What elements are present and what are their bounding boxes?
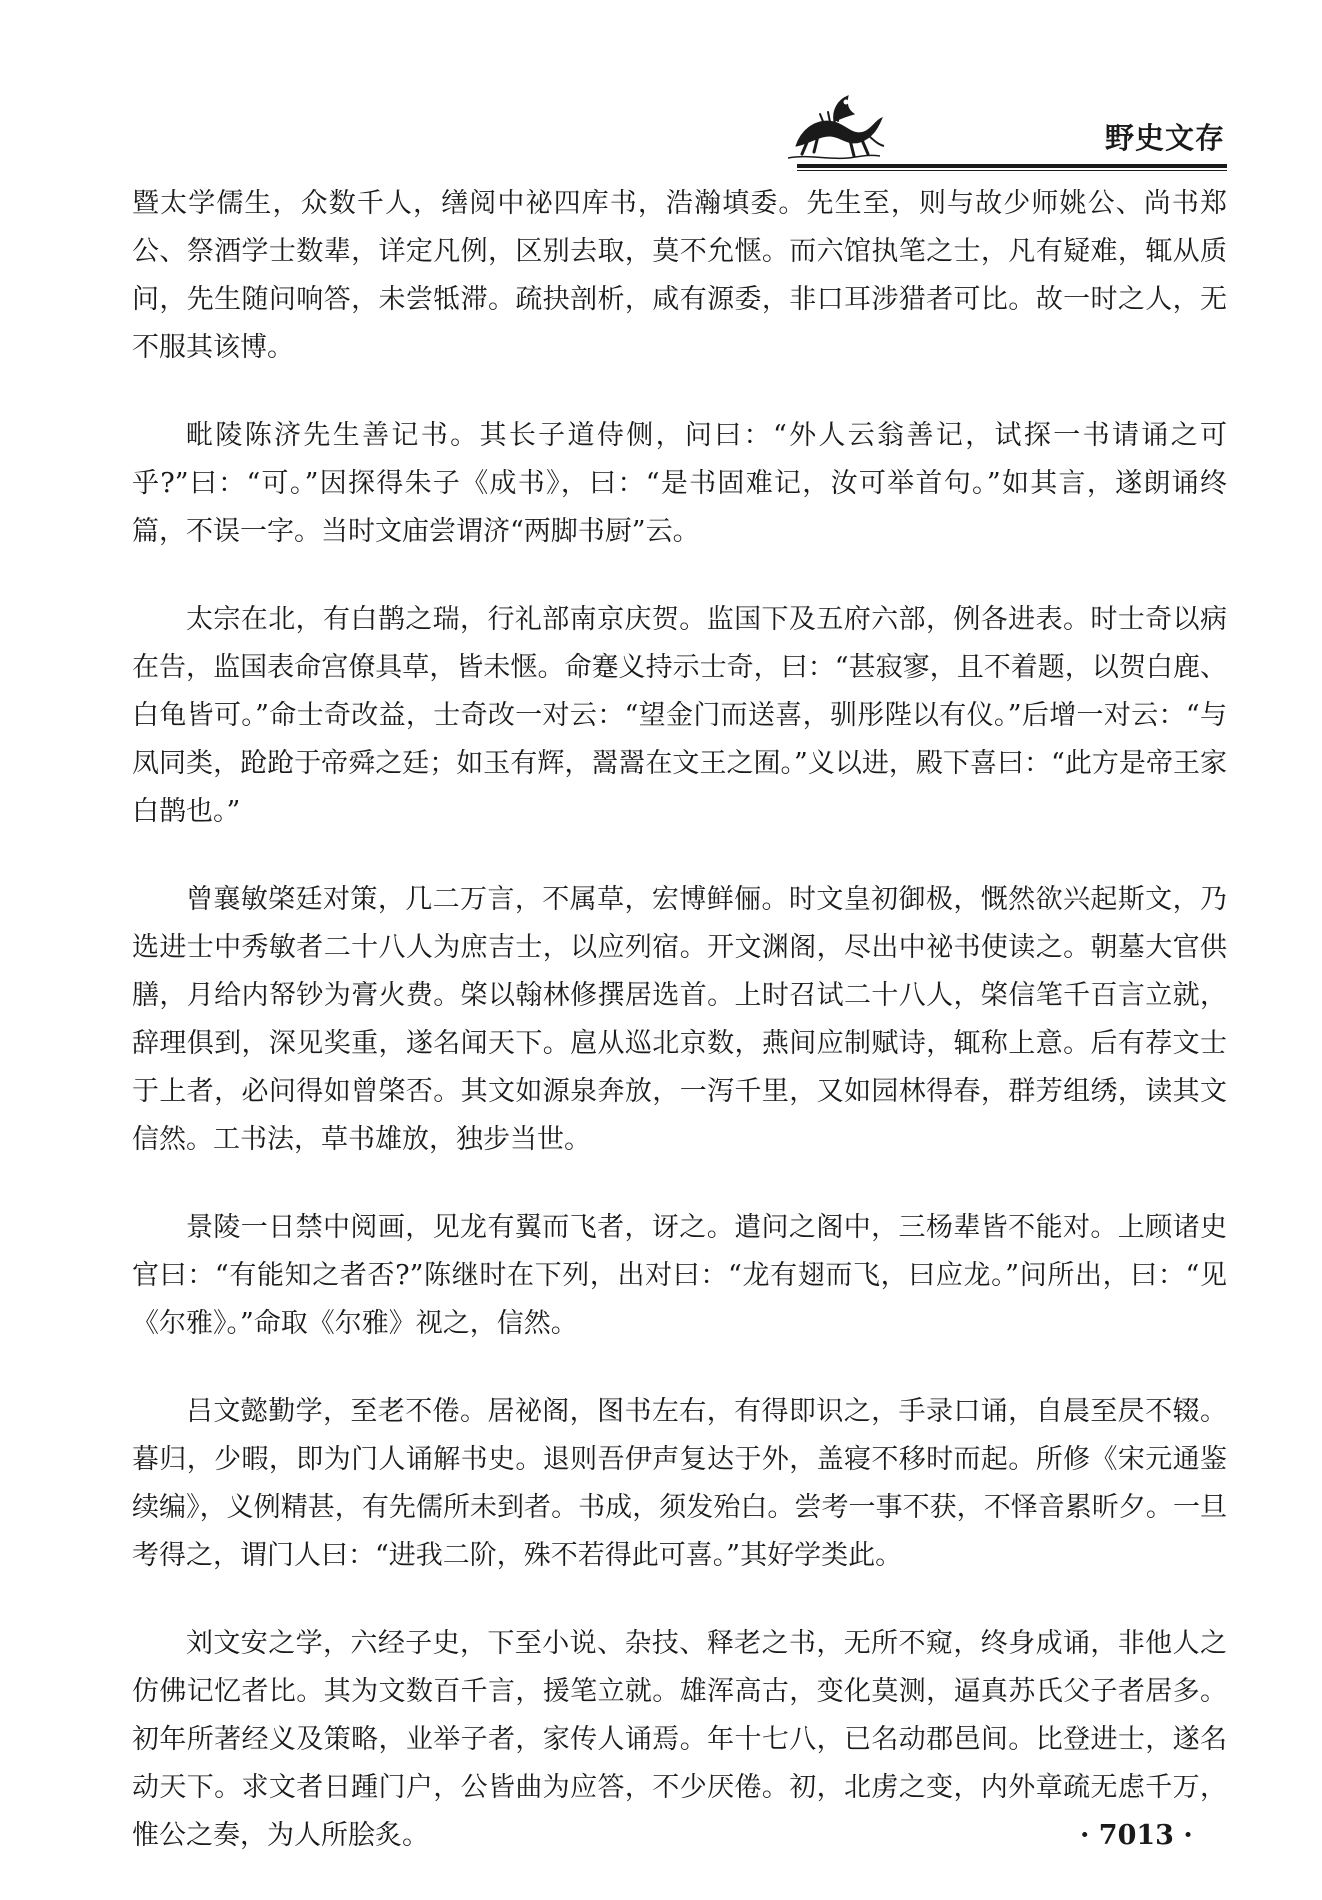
paragraph: 刘文安之学，六经子史，下至小说、杂技、释老之书，无所不窥，终身成诵，非他人之仿佛记忆者比。其为文数百千言，援笔立就。雄浑高古，变化莫测，逼真苏氏父子者居多。初年所著经义及策略，业举子者，家传人诵焉。年十七八，已名动郡邑间。比登进士，遂名动天下。求文者日踵门户，公皆曲为应答，不少厌倦。初，北虏之变，内外章疏无虑千万，惟公之奏，为人所脍炙。 (132, 1628, 1227, 1851)
paragraph: 曾襄敏棨廷对策，几二万言，不属草，宏博鲜俪。时文皇初御极，慨然欲兴起斯文，乃选进士中秀敏者二十八人为庶吉士，以应列宿。开文渊阁，尽出中祕书使读之。朝墓大官供膳，月给内帑钞为膏火费。棨以翰林修撰居选首。上时召试二十八人，棨信笔千百言立就，辞理俱到，深见奖重，遂名闻天下。扈从巡北京数，燕间应制赋诗，辄称上意。后有荐文士于上者，必问得如曾棨否。其文如源泉奔放，一泻千里，又如园林得春，群芳组绣，读其文信然。工书法，草书雄放，独步当世。 (132, 884, 1227, 1155)
header-rule (797, 164, 1227, 168)
paragraph: 吕文懿勤学，至老不倦。居祕阁，图书左右，有得即识之，手录口诵，自晨至昃不辍。暮归，少暇，即为门人诵解书史。退则吾伊声复达于外，盖寝不移时而起。所修《宋元通鉴续编》，义例精甚，有先儒所未到者。书成，须发殆白。尝考一事不获，不怿音累昕夕。一旦考得之，谓门人曰：“进我二阶，殊不若得此可喜。”其好学类此。 (132, 1396, 1227, 1571)
paragraph: 暨太学儒生，众数千人，缮阅中祕四库书，浩瀚填委。先生至，则与故少师姚公、尚书郑公、祭酒学士数辈，详定凡例，区别去取，莫不允惬。而六馆执笔之士，凡有疑难，辄从质问，先生随问响答，未尝牴滞。疏抉剖析，咸有源委，非口耳涉猎者可比。故一时之人，无不服其该博。 (132, 188, 1227, 363)
body-text (132, 180, 1227, 1900)
running-header (0, 0, 1322, 172)
paragraph: 毗陵陈济先生善记书。其长子道侍侧，问曰：“外人云翁善记，试探一书请诵之可乎?”曰：“可。”因探得朱子《成书》，曰：“是书固难记，汝可举首句。”如其言，遂朗诵终篇，不误一字。当时文庙尝谓济“两脚书厨”云。 (132, 420, 1227, 547)
header-rule-thin (797, 170, 1227, 171)
book-title: 野史文存 (1105, 121, 1226, 155)
dragon-emblem-icon (788, 88, 888, 166)
page-number: · 7013 · (1080, 1820, 1193, 1851)
paragraph: 太宗在北，有白鹊之瑞，行礼部南京庆贺。监国下及五府六部，例各进表。时士奇以病在告，监国表命宫僚具草，皆未惬。命蹇义持示士奇，曰：“甚寂寥，且不着题，以贺白鹿、白龟皆可。”命士奇改益，士奇改一对云：“望金门而送喜，驯彤陛以有仪。”后增一对云：“与凤同类，跄跄于帝舜之廷；如玉有辉，翯翯在文王之囿。”义以进，殿下喜曰：“此方是帝王家白鹊也。” (132, 604, 1227, 827)
paragraph: 景陵一日禁中阅画，见龙有翼而飞者，讶之。遣问之阁中，三杨辈皆不能对。上顾诸史官曰：“有能知之者否?”陈继时在下列，出对曰：“龙有翅而飞，曰应龙。”问所出，曰：“见《尔雅》。”命取《尔雅》视之，信然。 (132, 1212, 1227, 1339)
